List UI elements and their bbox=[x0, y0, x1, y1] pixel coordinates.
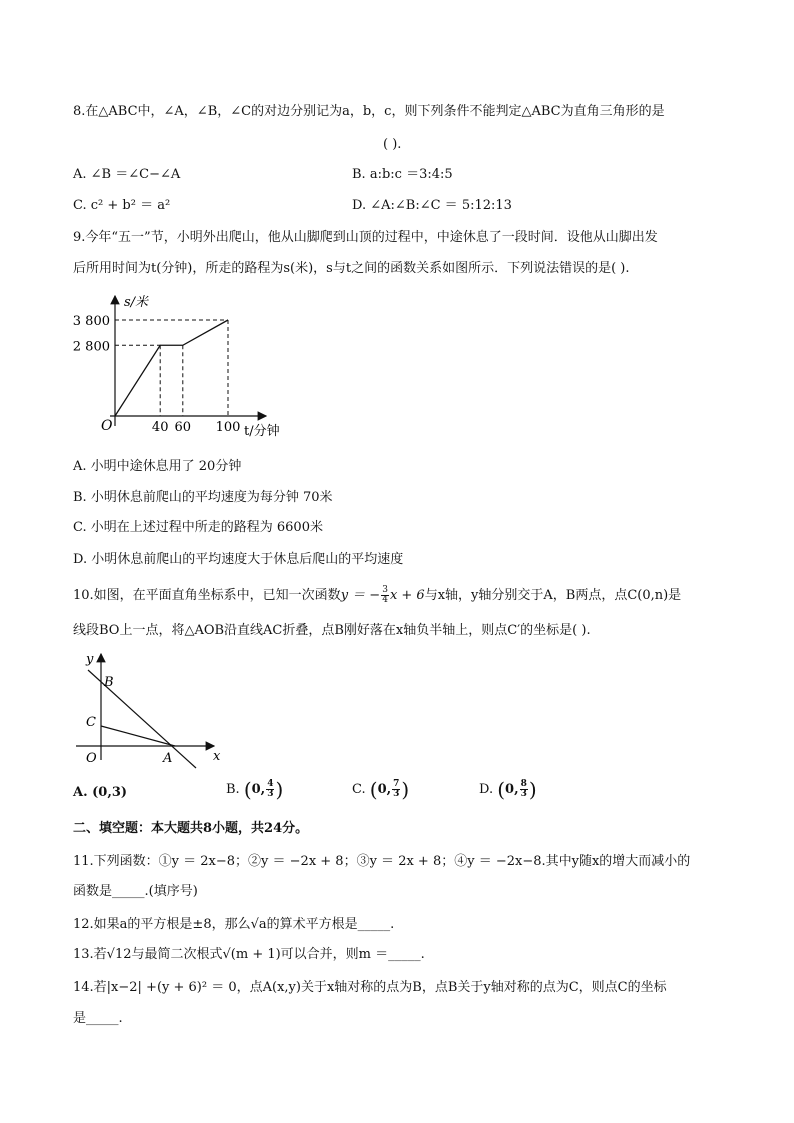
q14-line1: 14.若|x−2| +(y + 6)² ＝ 0，点A(x,y)关于x轴对称的点为B，点B关于y轴对称的点为C，则点C的坐标 bbox=[73, 980, 667, 995]
q10-stem-line2: 线段BO上一点，将△AOB沿直线AC折叠，点B刚好落在x轴负半轴上，则点C′的坐标是( ). bbox=[73, 623, 591, 638]
line-ca bbox=[101, 726, 175, 746]
y-tick-label: 2 800 bbox=[72, 339, 110, 355]
q9-option-b: B. 小明休息前爬山的平均速度为每分钟 70米 bbox=[73, 490, 333, 505]
y-tick-label: 3 800 bbox=[72, 314, 110, 329]
x-axis-label: t/分钟 bbox=[244, 424, 280, 439]
q10-option-b: B. (0, $\frac{4}{3}$ ) bbox=[226, 777, 284, 802]
q10-option-d: D. (0, $\frac{8}{3}$ ) bbox=[479, 777, 537, 802]
fig-label-b: B bbox=[104, 675, 114, 690]
distance-series-line bbox=[115, 320, 228, 416]
q10-option-a: A. (0,3) bbox=[73, 785, 128, 800]
q8-option-d: D. ∠A:∠B:∠C ＝ 5:12:13 bbox=[352, 198, 512, 213]
section-2-heading: 二、填空题：本大题共8小题，共24分。 bbox=[73, 821, 309, 836]
q10-func-post: x + 6 bbox=[389, 588, 425, 603]
x-tick-label: 100 bbox=[215, 420, 241, 435]
fig-label-o: O bbox=[86, 751, 97, 766]
q8-option-c: C. c² + b² ＝ a² bbox=[73, 198, 171, 213]
q10-line1-text-b: 与x轴，y轴分别交于A，B两点，点C(0,n)是 bbox=[424, 588, 682, 603]
q10-func-pre: y ＝ − bbox=[340, 588, 381, 603]
q8-stem: 8.在△ABC中，∠A，∠B，∠C的对边分别记为a，b，c，则下列条件不能判定△ABC为直角三角形的是 bbox=[73, 104, 665, 119]
q11-line1: 11.下列函数：①y ＝ 2x−8；②y ＝ −2x + 8；③y ＝ 2x + 8；④y ＝ −2x−8.其中y随x的增大而减小的 bbox=[73, 854, 691, 869]
x-tick-label: 60 bbox=[174, 420, 192, 435]
q9-distance-time-chart bbox=[72, 290, 302, 440]
q8-answer-paren: ( ). bbox=[383, 137, 402, 152]
q8-option-a: A. ∠B ＝∠C−∠A bbox=[73, 167, 181, 182]
fig-label-y: y bbox=[86, 652, 94, 667]
q9-option-c: C. 小明在上述过程中所走的路程为 6600米 bbox=[73, 520, 323, 535]
y-axis-label: s/米 bbox=[124, 295, 149, 310]
q10-stem-line1 bbox=[73, 586, 681, 605]
q10-func-fraction: $\frac{3}{4}$ bbox=[382, 585, 388, 605]
q9-stem-line1: 9.今年“五一”节，小明外出爬山，他从山脚爬到山顶的过程中，中途休息了一段时间．设他从山脚出发 bbox=[73, 230, 658, 245]
q14-line2: 是_____. bbox=[73, 1011, 123, 1026]
q9-stem-line2: 后所用时间为t(分钟)，所走的路程为s(米)，s与t之间的函数关系如图所示．下列说法错误的是( ). bbox=[73, 261, 630, 276]
origin-label: O bbox=[101, 418, 113, 434]
q9-option-a: A. 小明中途休息用了 20分钟 bbox=[73, 459, 242, 474]
q10-coordinate-figure bbox=[74, 648, 234, 770]
x-tick-label: 40 bbox=[151, 420, 169, 435]
q9-option-d: D. 小明休息前爬山的平均速度大于休息后爬山的平均速度 bbox=[73, 552, 404, 567]
q11-line2: 函数是_____.(填序号) bbox=[73, 884, 198, 899]
q10-line1-text-a: 10.如图，在平面直角坐标系中，已知一次函数 bbox=[73, 588, 341, 603]
q13-text: 13.若√12与最简二次根式√(m + 1)可以合并，则m ＝_____. bbox=[73, 947, 425, 962]
q12-text: 12.如果a的平方根是±8，那么√a的算术平方根是_____. bbox=[73, 917, 395, 932]
q8-option-b: B. a:b:c ＝3:4:5 bbox=[352, 167, 453, 182]
fig-label-a: A bbox=[163, 751, 173, 766]
fig-label-c: C bbox=[86, 715, 96, 730]
fig-label-x: x bbox=[213, 749, 221, 764]
q10-option-c: C. (0, $\frac{7}{3}$ ) bbox=[352, 777, 410, 802]
